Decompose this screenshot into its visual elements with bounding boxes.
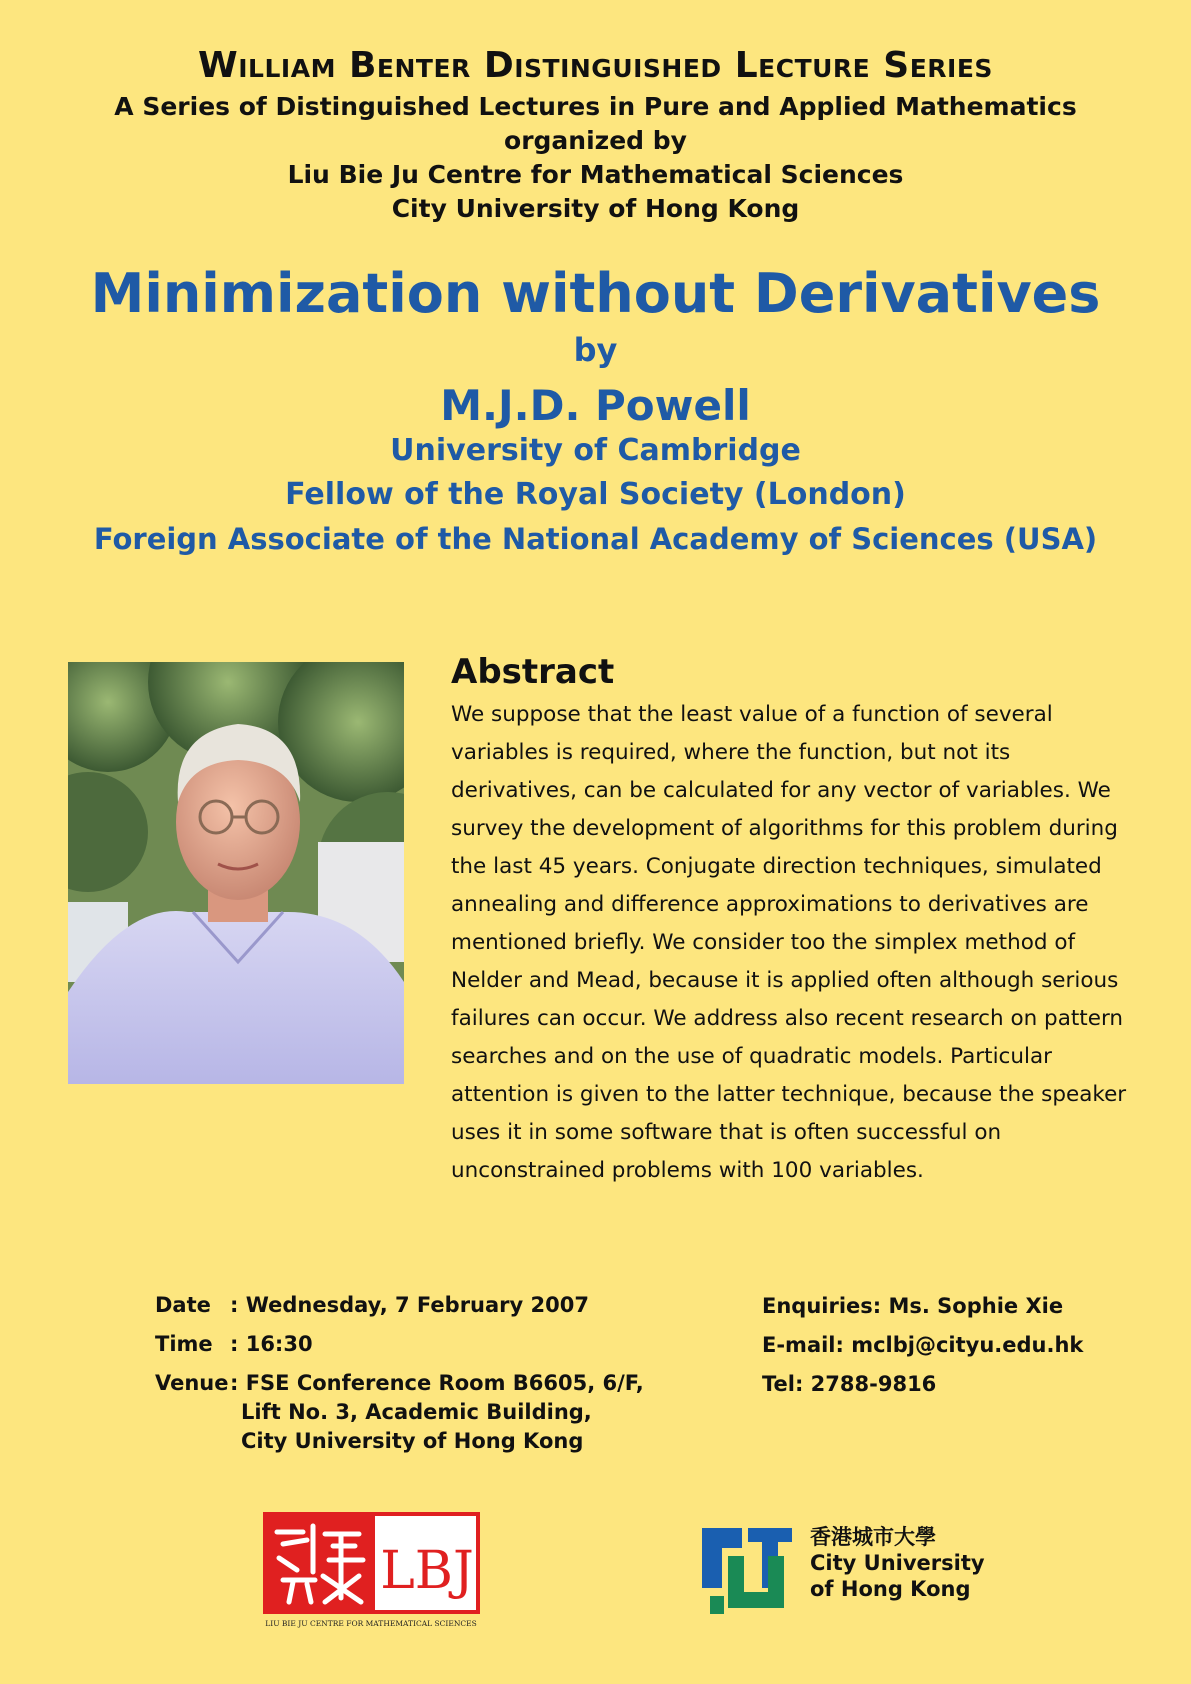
date-value: : Wednesday, 7 February 2007 [230,1293,589,1317]
lbj-letters: LBJ [380,1541,474,1601]
date-label: Date [155,1293,211,1317]
organizer-centre: Liu Bie Ju Centre for Mathematical Sciences [287,160,904,189]
venue-line: City University of Hong Kong [241,1429,584,1453]
series-subtitle: A Series of Distinguished Lectures in Pure and Applied Mathematics [114,92,1077,121]
email-contact: E-mail: mclbj@cityu.edu.hk [762,1333,1084,1357]
cityu-name-line: City University [810,1551,985,1575]
venue-line: Lift No. 3, Academic Building, [241,1400,592,1424]
venue-label: Venue [155,1371,229,1395]
cityu-wordmark [810,1524,985,1602]
lbj-centre-logo [263,1512,480,1629]
speaker-name: M.J.D. Powell [440,381,751,430]
speaker-photo [68,662,404,1084]
time-value: : 16:30 [230,1332,313,1356]
cityu-name-line: of Hong Kong [810,1577,971,1601]
speaker-affiliation: University of Cambridge [390,433,801,468]
series-title: William Benter Distinguished Lecture Series [198,45,993,86]
cityu-chinese-name: 香港城市大學 [810,1525,936,1549]
enquiries-contact: Enquiries: Ms. Sophie Xie [762,1294,1064,1318]
abstract-text: We suppose that the least value of a function of several variables is required, where the function, but not its derivatives, can be calculated for any vector of variables. We survey the development of algorithms for this problem during the last 45 years. Conjugate direction techniques, simulated annealing and difference approximations to derivatives are mentioned briefly. We consider too the simplex method of Nelder and Mead, because it is applied often although serious failures can occur. We address also recent research on pattern searches and on the use of quadratic models. Particular attention is given to the latter technique, because the speaker uses it in some software that is often successful on unconstrained problems with 100 variables. [451,702,1127,1183]
speaker-affiliation: Fellow of the Royal Society (London) [285,477,906,512]
organizer-university: City University of Hong Kong [391,194,800,223]
lbj-caption: LIU BIE JU CENTRE FOR MATHEMATICAL SCIENCES [265,1619,477,1628]
by-label: by [573,331,618,369]
speaker-affiliation: Foreign Associate of the National Academy of Sciences (USA) [93,522,1098,556]
time-label: Time [155,1332,213,1356]
abstract-heading: Abstract [451,652,615,692]
venue-line: : FSE Conference Room B6605, 6/F, [230,1371,644,1395]
lecture-title: Minimization without Derivatives [90,262,1101,325]
organized-by: organized by [504,126,687,155]
tel-contact: Tel: 2788-9816 [762,1372,937,1396]
